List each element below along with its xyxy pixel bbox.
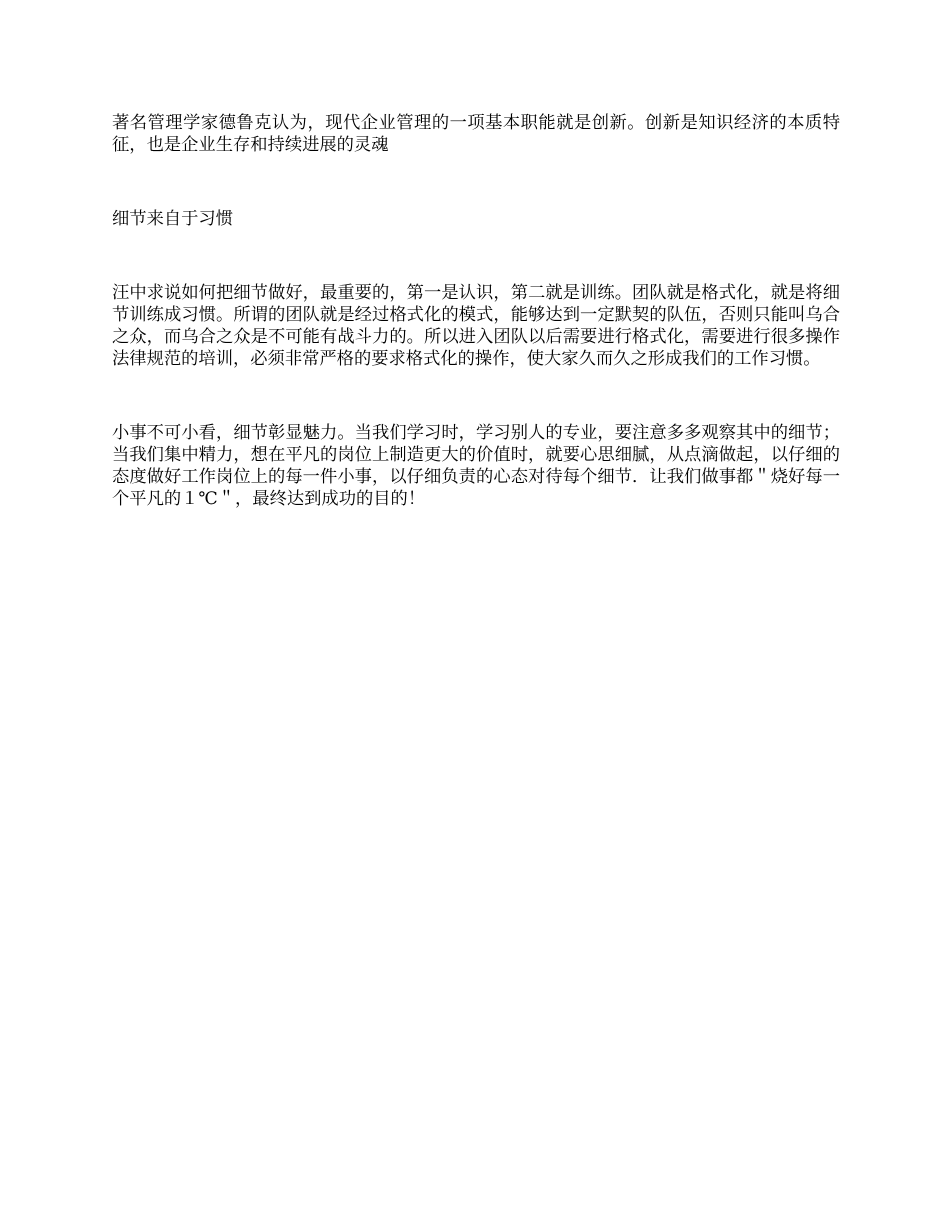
paragraph-training: 汪中求说如何把细节做好，最重要的，第一是认识，第二就是训练。团队就是格式化，就是将细节训练成习惯。所谓的团队就是经过格式化的模式，能够达到一定默契的队伍，否则只能叫乌合之众，而乌合之众是不可能有战斗力的。所以进入团队以后需要进行格式化，需要进行很多操作法律规范的培训，必须非常严格的要求格式化的操作，使大家久而久之形成我们的工作习惯。 [112,283,840,369]
paragraph-innovation: 著名管理学家德鲁克认为，现代企业管理的一项基本职能就是创新。创新是知识经济的本质特征，也是企业生存和持续进展的灵魂 [112,113,840,155]
document-page [112,112,840,510]
section-heading-habits: 细节来自于习惯 [112,209,233,229]
paragraph-details: 小事不可小看，细节彰显魅力。当我们学习时，学习别人的专业，要注意多多观察其中的细节；当我们集中精力，想在平凡的岗位上制造更大的价值时，就要心思细腻，从点滴做起，以仔细的态度做好工作岗位上的每一件小事，以仔细负责的心态对待每个细节．让我们做事都＂烧好每一个平凡的１℃＂，最终达到成功的目的！ [112,423,840,509]
